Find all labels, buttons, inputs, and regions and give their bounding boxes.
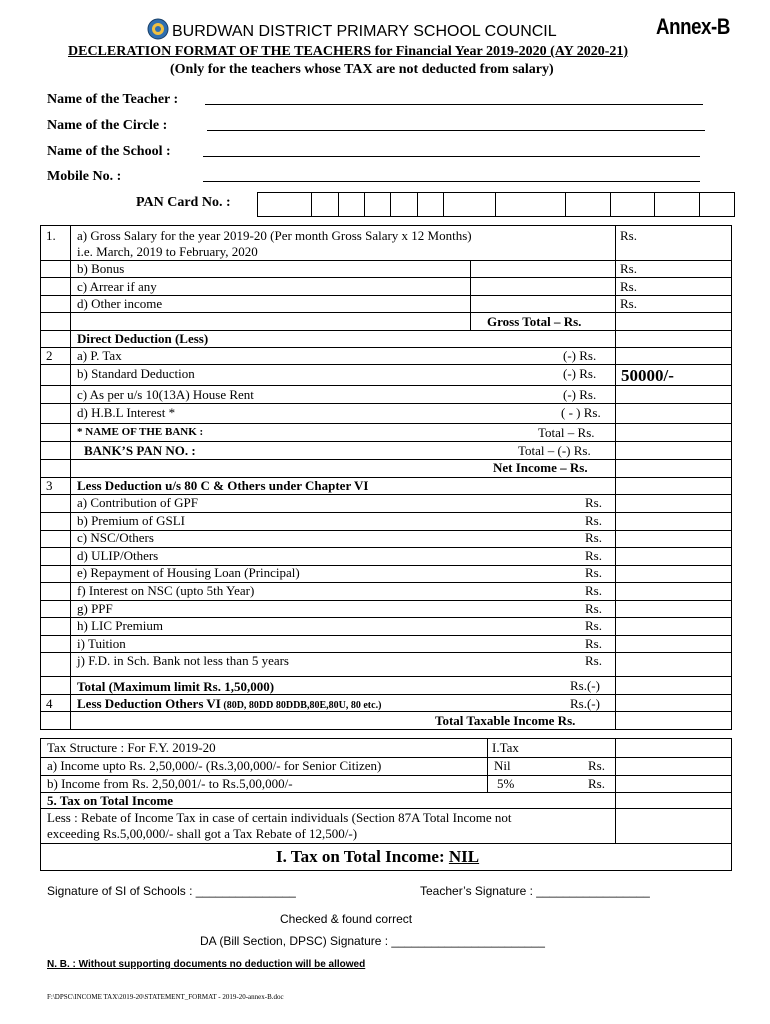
pan-box-divider: [565, 192, 566, 217]
pan-box-divider: [311, 192, 312, 217]
section-4-number: 4: [46, 696, 53, 711]
form-title: DECLERATION FORMAT OF THE TEACHERS for Financial Year 2019-2020 (AY 2020-21): [68, 44, 629, 59]
hbl-interest-rs: ( - ) Rs.: [561, 405, 601, 420]
final-tax-value: NIL: [448, 847, 480, 866]
list-item: j) F.D. in Sch. Bank not less than 5 years Rs.: [77, 653, 602, 669]
total-rs-label: Total – Rs.: [538, 425, 595, 440]
teacher-signature: Teacher’s Signature : _________________: [420, 884, 650, 898]
list-item: c) NSC/Others Rs.: [77, 530, 602, 546]
list-item: d) ULIP/Others Rs.: [77, 547, 602, 563]
other-income-label: d) Other income: [77, 296, 163, 311]
section-2-number: 2: [46, 348, 53, 363]
list-item: g) PPF Rs.: [77, 600, 602, 616]
total-minus-label: Total – (-) Rs.: [518, 443, 591, 458]
form-subtitle: (Only for the teachers whose TAX are not deducted from salary): [170, 62, 554, 77]
table-row-line: [40, 441, 732, 442]
list-item: h) LIC Premium Rs.: [77, 618, 602, 634]
direct-deduction-heading: Direct Deduction (Less): [77, 331, 209, 346]
standard-deduction-amount: 50000/-: [621, 366, 674, 385]
table-row-line: [40, 676, 732, 677]
circle-name-field[interactable]: [207, 130, 705, 131]
slab-b-rate: 5%: [497, 776, 515, 791]
checked-note: Checked & found correct: [280, 912, 413, 926]
itax-heading: I.Tax: [492, 740, 519, 755]
school-name-label: Name of the School :: [47, 144, 171, 159]
standard-deduction-rs: (-) Rs.: [563, 366, 597, 381]
file-path: F:\DPSC\INCOME TAX\2019-20\STATEMENT_FORMAT - 2019-20-annex-B.doc: [47, 993, 284, 1001]
final-tax-label: I. Tax on Total Income:: [276, 847, 449, 866]
chapter-vi-heading: Less Deduction u/s 80 C & Others under Chapter VI: [77, 478, 369, 493]
table-row-line: [40, 277, 732, 278]
other-deduction-label: [77, 696, 381, 712]
bank-name-label: * NAME OF THE BANK :: [77, 426, 204, 438]
standard-deduction-label: b) Standard Deduction: [77, 366, 195, 381]
tax-table-col: [487, 738, 488, 792]
net-income-label: Net Income – Rs.: [493, 460, 588, 475]
tax-table-row: [40, 843, 732, 844]
arrear-label: c) Arrear if any: [77, 279, 157, 294]
da-signature: DA (Bill Section, DPSC) Signature : _______________________: [200, 934, 545, 948]
section-1-number: 1.: [46, 228, 56, 243]
arrear-rs: Rs.: [620, 279, 637, 294]
gross-salary-period: i.e. March, 2019 to February, 2020: [77, 244, 258, 259]
tax-table-col: [615, 738, 616, 843]
rebate-line-2: exceeding Rs.5,00,000/- shall got a Tax Rebate of 12,500/-): [47, 826, 358, 841]
other-deduction-sections: (80D, 80DD 80DDB,80E,80U, 80 etc.): [220, 700, 382, 711]
house-rent-rs: (-) Rs.: [563, 387, 597, 402]
teacher-name-label: Name of the Teacher :: [47, 92, 179, 107]
nb-note: N. B. : Without supporting documents no deduction will be allowed: [47, 959, 366, 970]
section-3-number: 3: [46, 478, 53, 493]
ptax-label: a) P. Tax: [77, 348, 122, 363]
pan-box-divider: [495, 192, 496, 217]
pan-box-divider: [390, 192, 391, 217]
pan-box-divider: [654, 192, 655, 217]
slab-b-label: b) Income from Rs. 2,50,001/- to Rs.5,00,000/-: [47, 776, 293, 791]
taxable-income-label: Total Taxable Income Rs.: [435, 713, 576, 728]
pan-box-divider: [443, 192, 444, 217]
chapter-vi-list: [77, 495, 612, 671]
ptax-rs: (-) Rs.: [563, 348, 597, 363]
pan-box-divider: [699, 192, 700, 217]
si-signature: Signature of SI of Schools : _______________: [47, 884, 296, 898]
gross-salary-label: a) Gross Salary for the year 2019-20 (Per month Gross Salary x 12 Months): [77, 228, 472, 243]
other-deduction-rs: Rs.(-): [570, 696, 600, 711]
council-name: BURDWAN DISTRICT PRIMARY SCHOOL COUNCIL: [172, 23, 557, 40]
slab-a-label: a) Income upto Rs. 2,50,000/- (Rs.3,00,000/- for Senior Citizen): [47, 758, 382, 773]
other-income-rs: Rs.: [620, 296, 637, 311]
pan-boxes[interactable]: [257, 192, 735, 217]
table-row-line: [40, 423, 732, 424]
tax-structure-heading: Tax Structure : For F.Y. 2019-20: [47, 740, 216, 755]
slab-a-rs: Rs.: [588, 758, 605, 773]
other-deduction-heading: Less Deduction Others VI: [77, 696, 221, 711]
list-item: i) Tuition Rs.: [77, 635, 602, 651]
pan-box-divider: [417, 192, 418, 217]
total-max-limit-label: Total (Maximum limit Rs. 1,50,000): [77, 679, 275, 694]
pan-box-divider: [610, 192, 611, 217]
circle-name-label: Name of the Circle :: [47, 118, 168, 133]
annex-label: Annex-B: [656, 14, 730, 39]
pan-box-divider: [364, 192, 365, 217]
list-item: f) Interest on NSC (upto 5th Year) Rs.: [77, 582, 602, 598]
table-row-line: [40, 403, 732, 404]
hbl-interest-label: d) H.B.L Interest *: [77, 405, 176, 420]
pan-label: PAN Card No. :: [136, 195, 231, 210]
bonus-rs: Rs.: [620, 261, 637, 276]
pan-box-divider: [338, 192, 339, 217]
tax-on-total-heading: 5. Tax on Total Income: [47, 793, 174, 808]
gross-total-label: Gross Total – Rs.: [487, 314, 582, 329]
mobile-label: Mobile No. :: [47, 169, 122, 184]
teacher-name-field[interactable]: [205, 104, 703, 105]
bank-pan-label: BANK’S PAN NO. :: [84, 443, 196, 458]
total-max-limit-rs: Rs.(-): [570, 678, 600, 693]
gross-salary-rs: Rs.: [620, 228, 637, 243]
slab-a-rate: Nil: [494, 758, 511, 773]
school-name-field[interactable]: [203, 156, 700, 157]
table-row-line: [40, 364, 732, 365]
list-item: b) Premium of GSLI Rs.: [77, 512, 602, 528]
slab-b-rs: Rs.: [588, 776, 605, 791]
house-rent-label: c) As per u/s 10(13A) House Rent: [77, 387, 254, 402]
bonus-label: b) Bonus: [77, 261, 125, 276]
list-item: a) Contribution of GPF Rs.: [77, 495, 602, 510]
council-logo: [147, 18, 169, 40]
table-row-line: [40, 347, 732, 348]
final-tax-line: [276, 847, 479, 867]
table-row-line: [40, 312, 732, 313]
mobile-field[interactable]: [203, 181, 700, 182]
list-item: e) Repayment of Housing Loan (Principal) Rs.: [77, 565, 602, 581]
table-row-line: [40, 459, 732, 460]
rebate-line-1: Less : Rebate of Income Tax in case of certain individuals (Section 87A Total Income not: [47, 810, 512, 825]
